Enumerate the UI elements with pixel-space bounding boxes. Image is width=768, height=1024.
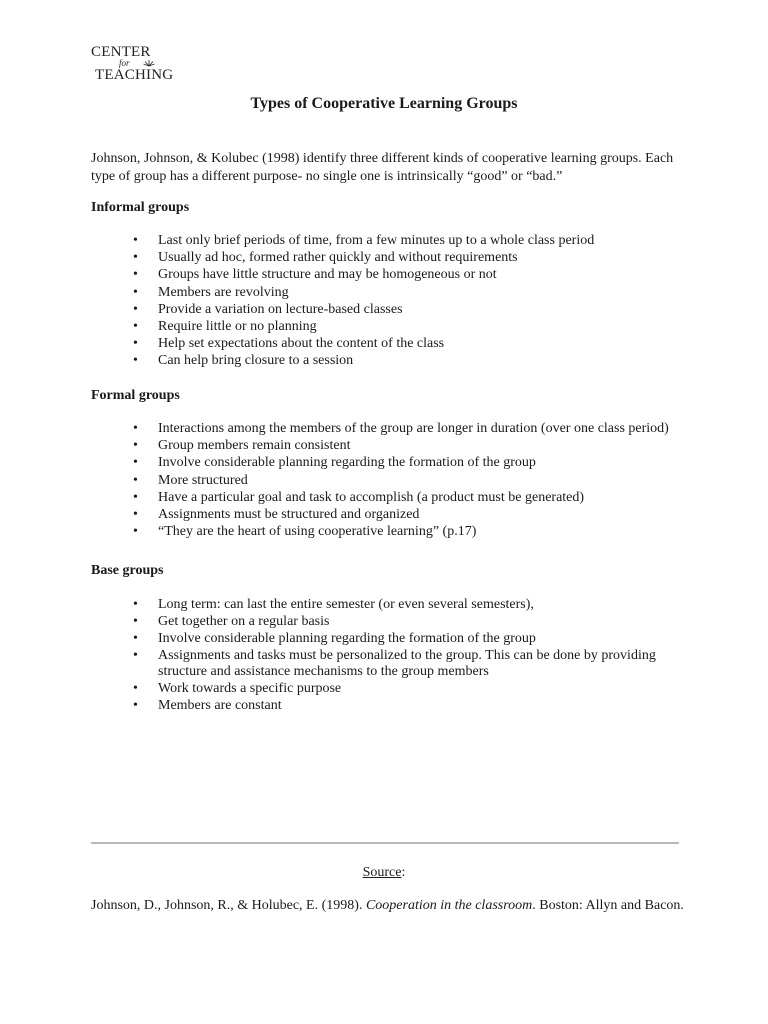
source-label-text: Source [362, 865, 402, 880]
bullet-icon: • [133, 680, 138, 696]
bullet-icon: • [133, 267, 138, 283]
bullet-icon: • [133, 489, 138, 505]
bullet-icon: • [133, 421, 138, 436]
page-title: Types of Cooperative Learning Groups [250, 95, 518, 112]
citation-authors: Johnson, D., Johnson, R., & Holubec, E. (1998). [91, 898, 366, 913]
list-item: • More structured [133, 472, 248, 488]
citation-title: Cooperation in the classroom [365, 898, 533, 913]
logo-line-for: for [119, 58, 130, 68]
list-item: • Groups have little structure and may be homogeneous or not [133, 267, 497, 283]
list-item: • Group members remain consistent [133, 438, 351, 454]
bullet-icon: • [133, 250, 138, 266]
list-item: • Members are revolving [133, 284, 289, 300]
base-groups-list [91, 596, 681, 714]
list-item: • Get together on a regular basis [133, 614, 330, 630]
bullet-icon: • [133, 438, 138, 454]
bullet-icon: • [133, 301, 138, 317]
bullet-icon: • [133, 353, 138, 369]
list-item: • Long term: can last the entire semester (or even several semesters), [133, 597, 534, 612]
list-item: • Assignments must be structured and organized [133, 507, 420, 523]
bullet-icon: • [133, 455, 138, 471]
list-item: • Interactions among the members of the group are longer in duration (over one class period) [133, 421, 669, 436]
logo-line-teaching: TEACHING [95, 67, 174, 83]
citation-publisher: . Boston: Allyn and Bacon. [532, 898, 684, 913]
formal-groups-list [91, 420, 681, 540]
citation [91, 897, 731, 914]
list-item: • “They are the heart of using cooperative learning” (p.17) [133, 524, 477, 540]
footer-divider [91, 842, 679, 844]
list-item: • Have a particular goal and task to accomplish (a product must be generated) [133, 489, 585, 505]
list-item: • Usually ad hoc, formed rather quickly and without requirements [133, 250, 518, 266]
bullet-icon: • [133, 319, 138, 335]
bullet-icon: • [133, 631, 138, 647]
list-item: • Last only brief periods of time, from a few minutes up to a whole class period [133, 233, 595, 248]
bullet-icon: • [133, 647, 138, 663]
informal-groups-list [91, 232, 681, 370]
source-label: Source: [362, 865, 406, 880]
bullet-icon: • [133, 614, 138, 630]
list-item: • Involve considerable planning regarding the formation of the group [133, 631, 536, 647]
bullet-icon: • [133, 233, 138, 248]
bullet-icon: • [133, 284, 138, 300]
list-item: • Involve considerable planning regarding the formation of the group [133, 455, 536, 471]
bullet-icon: • [133, 597, 138, 612]
list-item: • Members are constant [133, 697, 282, 713]
bullet-icon: • [133, 524, 138, 540]
list-item: • Require little or no planning [133, 319, 317, 335]
section-heading-formal-groups: Formal groups [91, 388, 180, 403]
bullet-icon: • [133, 472, 138, 488]
logo-line-center: CENTER [91, 44, 151, 60]
list-item: • Can help bring closure to a session [133, 353, 354, 369]
section-heading-base-groups: Base groups [91, 563, 164, 578]
bullet-icon: • [133, 697, 138, 713]
bullet-icon: • [133, 336, 138, 352]
list-item: • Help set expectations about the content of the class [133, 336, 445, 352]
bullet-icon: • [133, 507, 138, 523]
list-item: • Assignments and tasks must be personalized to the group. This can be done by providing structure and assistance mechanisms to the group members [133, 647, 656, 679]
sunburst-icon [144, 60, 155, 66]
section-heading-informal-groups: Informal groups [91, 200, 190, 215]
list-item: • Provide a variation on lecture-based classes [133, 301, 403, 317]
center-for-teaching-logo [91, 42, 181, 84]
intro-paragraph: Johnson, Johnson, & Kolubec (1998) identify three different kinds of cooperative learning groups. Each type of group has a different purpose- no single one is intrinsically “good” or “bad.” [91, 151, 674, 184]
list-item: • Work towards a specific purpose [133, 680, 342, 696]
